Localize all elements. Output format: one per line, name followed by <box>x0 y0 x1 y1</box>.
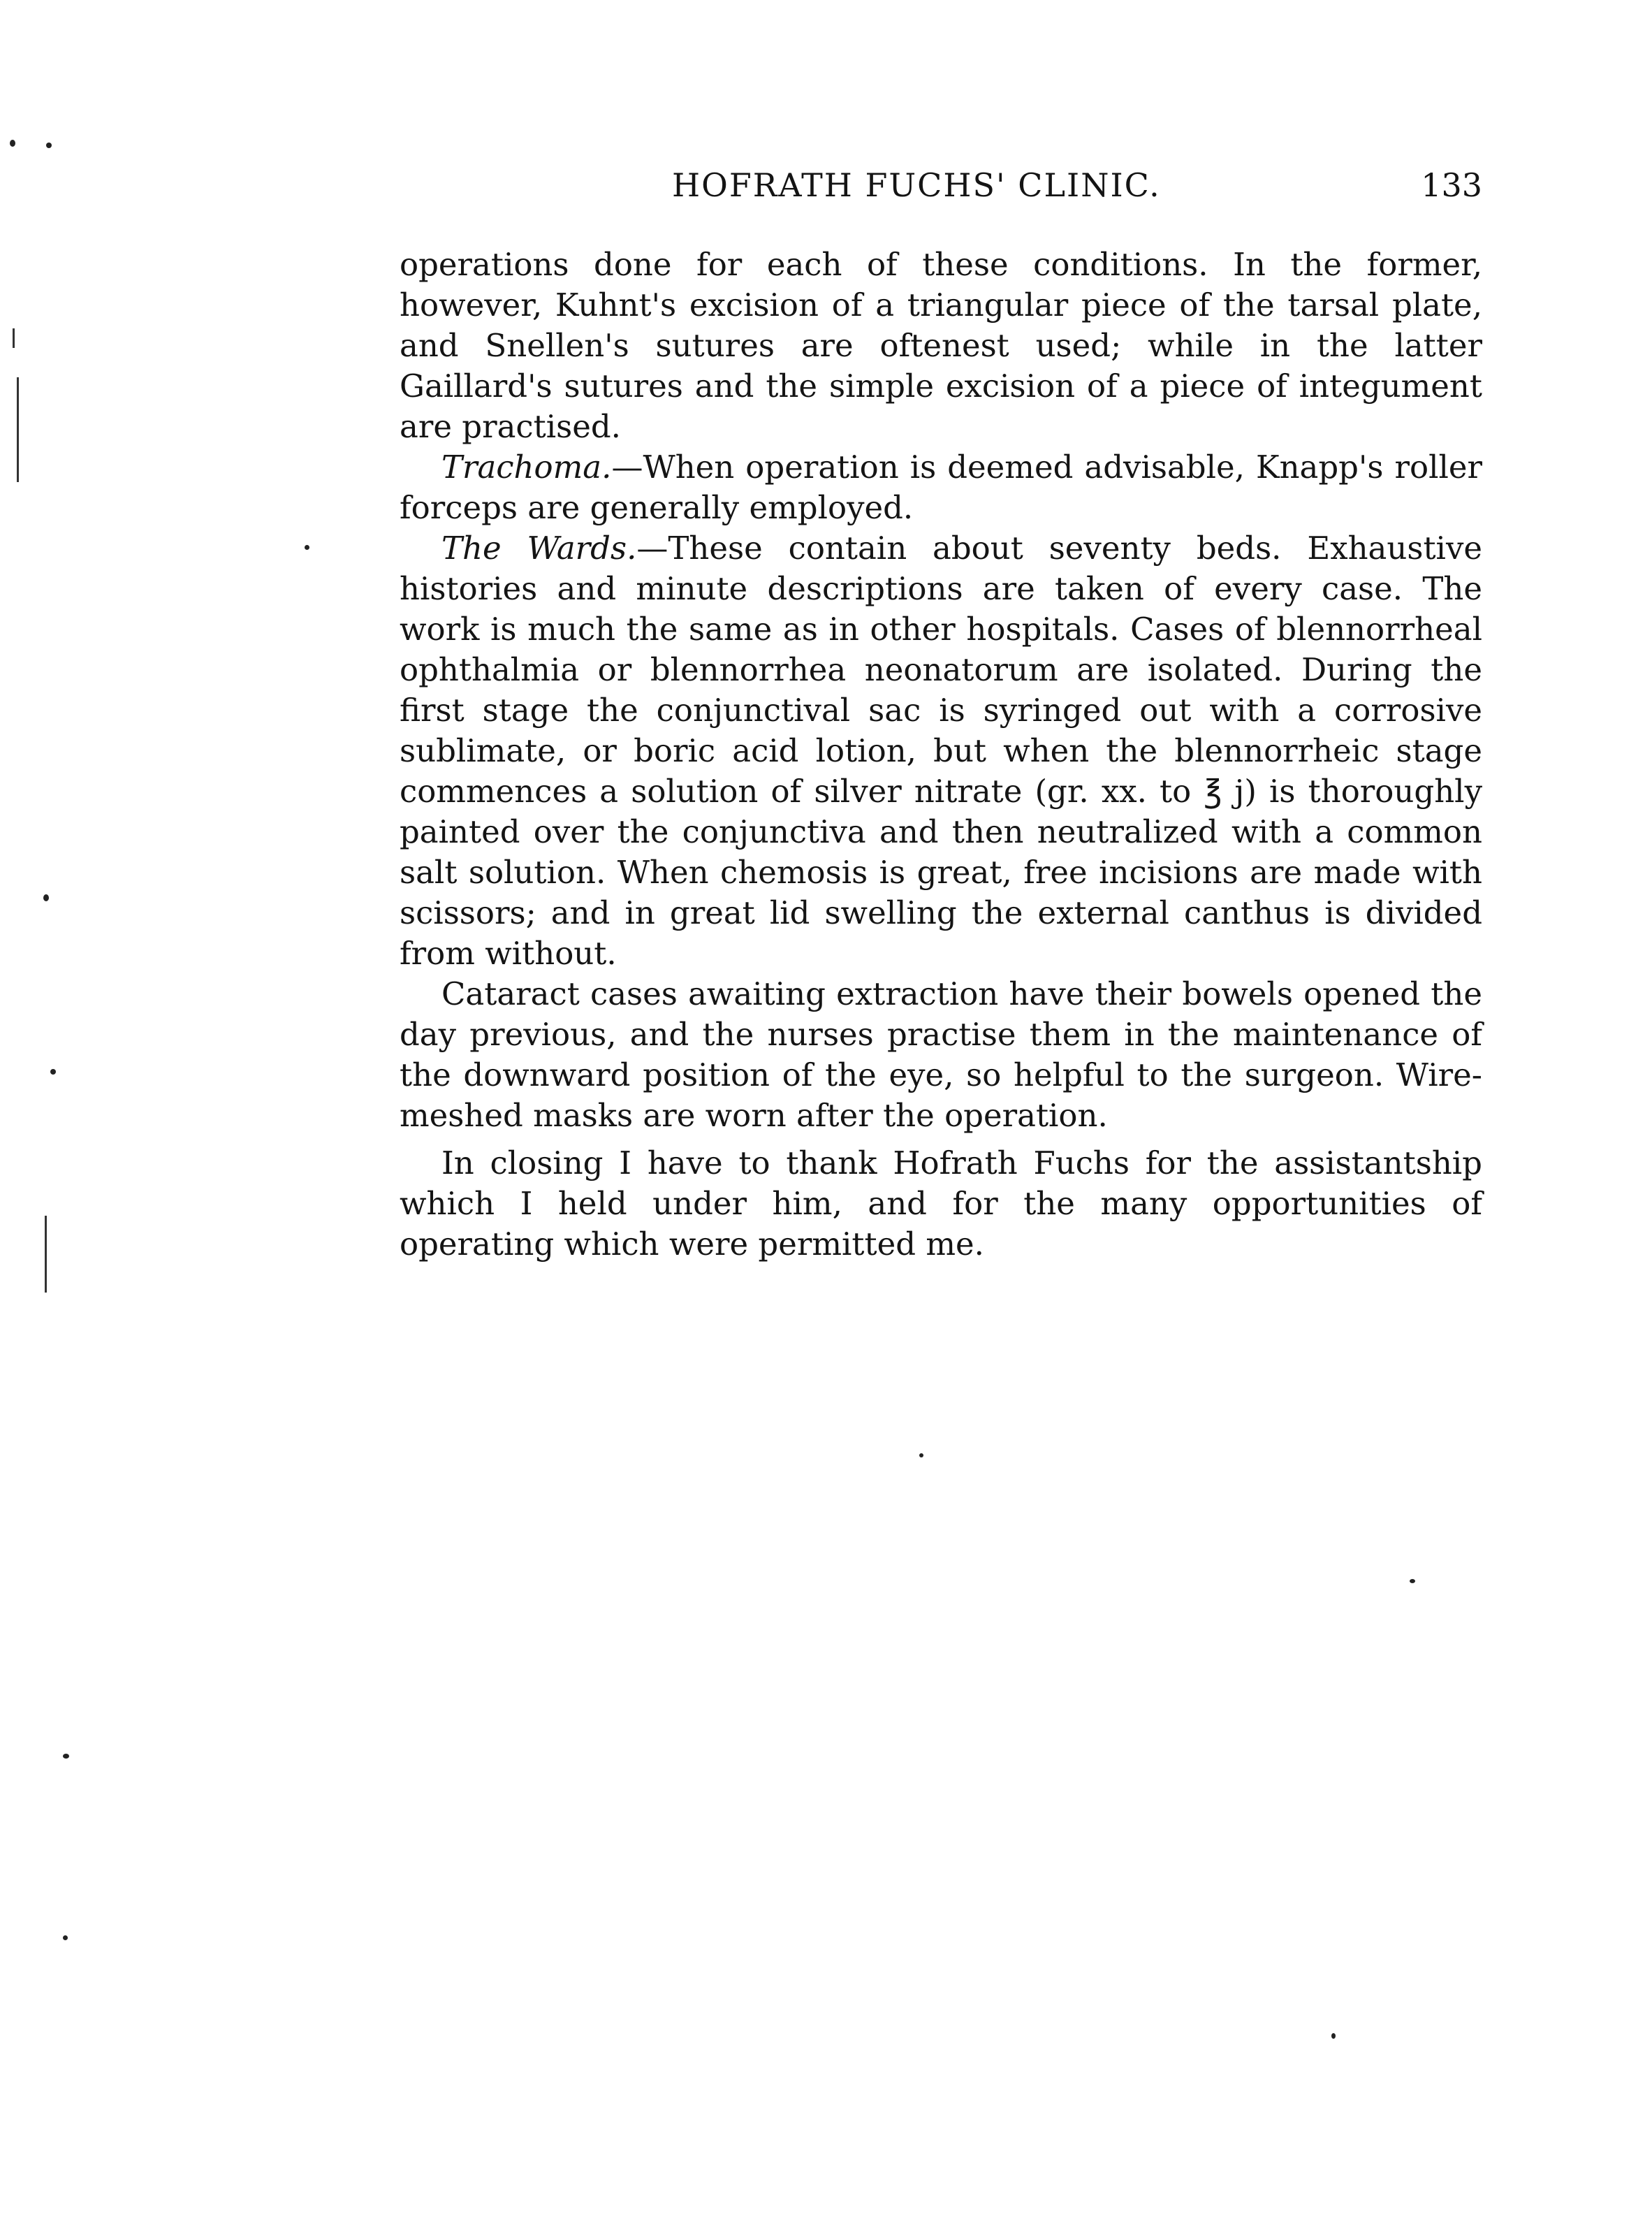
paragraph-lead-wards: The Wards. <box>441 530 637 567</box>
paragraph-text: Cataract cases awaiting extraction have their bowels opened the day previous, and the nurses practise them in the maintenance of the downward position of the eye, so helpful to the surgeon. Wire-meshed masks are worn after the operation. <box>400 975 1482 1134</box>
paragraph-cataract <box>400 974 1482 1136</box>
running-head: HOFRATH FUCHS' CLINIC. <box>672 166 1161 204</box>
paragraph-text: operations done for each of these conditions. In the former, however, Kuhnt's excision of a triangular piece of the tarsal plate, and Snellen's sutures are oftenest used; while in the latter Gaillard's sutures and the simple excision of a piece of integument are practised. <box>400 246 1482 445</box>
paragraph-trachoma <box>400 447 1482 528</box>
paragraph-lead-trachoma: Trachoma. <box>441 449 612 486</box>
margin-mark <box>17 377 19 482</box>
paragraph-closing <box>400 1143 1482 1265</box>
paragraph-text: —When operation is deemed advisable, Knapp's roller forceps are generally employed. <box>400 449 1482 526</box>
scan-speck <box>1410 1579 1415 1583</box>
scan-speck <box>46 143 52 148</box>
body-text <box>400 245 1482 1265</box>
paragraph-text: In closing I have to thank Hofrath Fuchs for the assistantship which I held under him, and for the many opportunities of operating which were permitted me. <box>400 1144 1482 1263</box>
scan-speck <box>63 1935 68 1940</box>
paragraph-operations <box>400 245 1482 447</box>
paragraph-wards <box>400 528 1482 974</box>
scan-speck <box>305 545 309 550</box>
page-header <box>400 166 1482 215</box>
margin-mark <box>45 1216 47 1293</box>
paragraph-text: —These contain about seventy beds. Exhaustive histories and minute descriptions are taken of every case. The work is much the same as in other hospitals. Cases of blennorrheal ophthalmia or blennorrhea neonatorum are isolated. During the first stage the conjunctival sac is syringed out with a corrosive sublimate, or boric acid lotion, but when the blennorrheic stage commences a solution of silver nitrate (gr. xx. to ℥ j) is thoroughly painted over the conjunctiva and then neutralized with a common salt solution. When chemosis is great, free incisions are made with scissors; and in great lid swelling the external canthus is divided from without. <box>400 530 1482 972</box>
scan-speck <box>63 1754 69 1759</box>
margin-mark <box>13 328 15 348</box>
scan-speck <box>1331 2033 1336 2039</box>
scan-speck <box>43 894 49 901</box>
scan-speck <box>10 140 15 147</box>
scan-speck <box>50 1069 56 1075</box>
scan-speck <box>919 1453 923 1457</box>
page-number: 133 <box>1421 166 1482 204</box>
